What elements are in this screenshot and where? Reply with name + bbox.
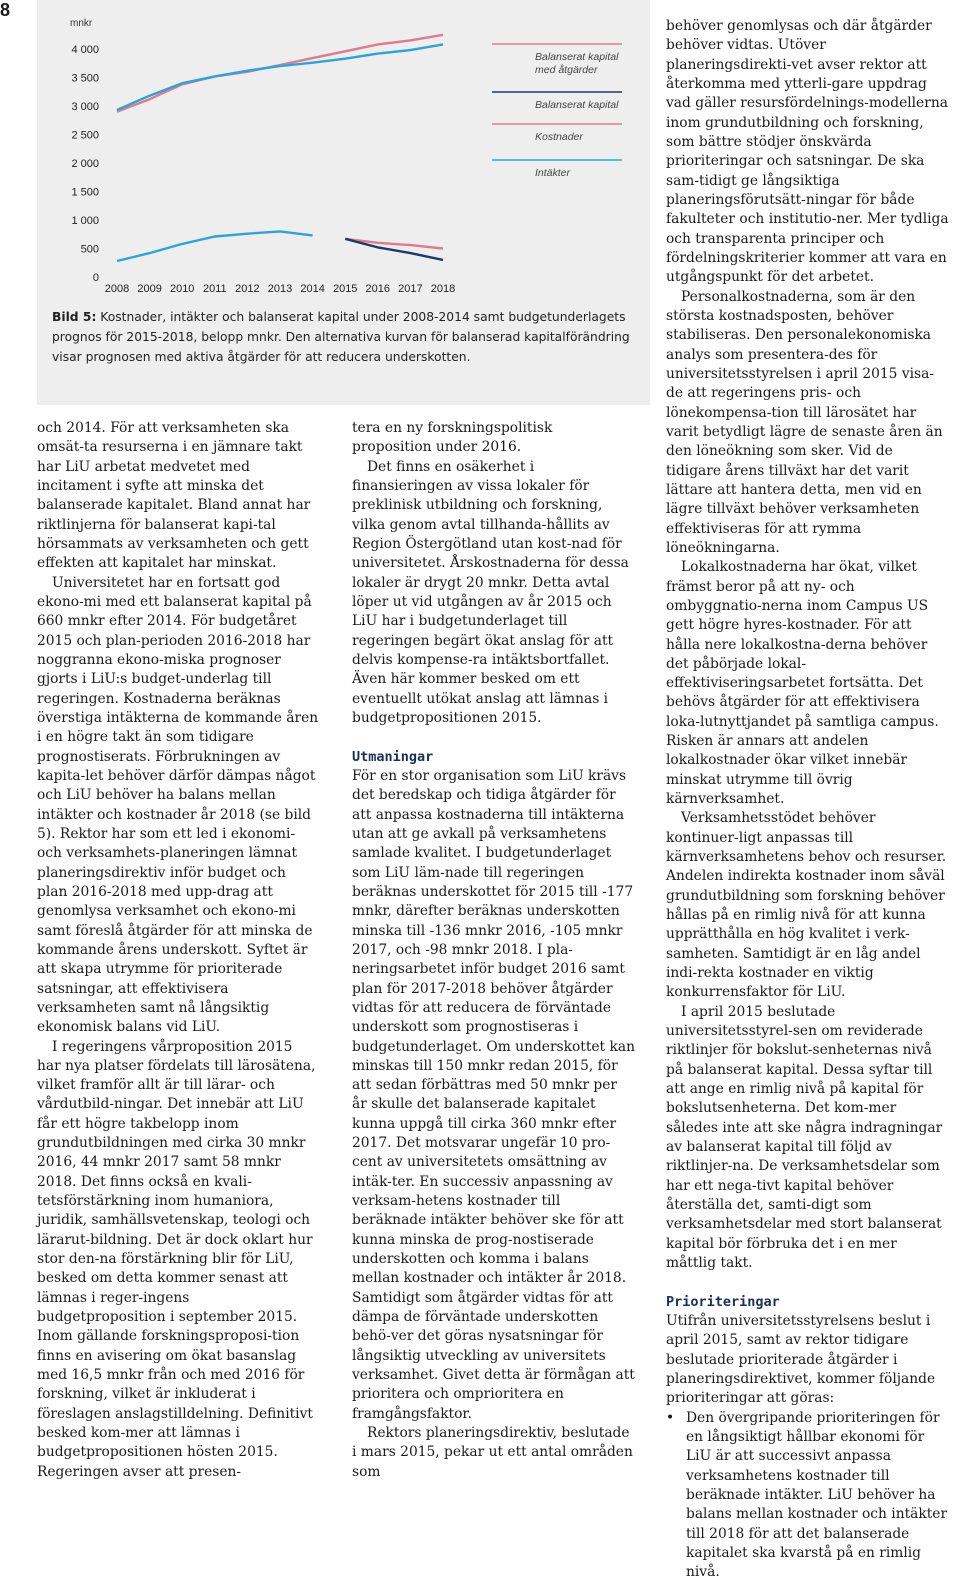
caption-text: Kostnader, intäkter och balanserat kapital under 2008-2014 samt budgetunderlagets prognos för 2015-2018, belopp mnkr. Den alternativa kurvan för balanserad kapitalförändring visar prognosen med aktiva åtgärder för att reducera underskotten. [52, 310, 630, 364]
section-heading-prioriteringar: Prioriteringar [666, 1293, 780, 1310]
left-paragraph: Universitetet har en fortsatt god ekono-mi med ett balanserat kapital på 660 mnkr efter 2014. För budgetåret 2015 och plan-perioden 2016-2018 har noggranna ekono-miska prognoser gjorts i LiU:s budget-underlag till regeringen. Kostnaderna beräknas överstiga intäkterna de kommande åren i en högre takt än som tidigare prognostiserats. Förbrukningen av kapita-let behöver därför dämpas något och LiU behöver ha balans mellan intäkter och kostnader år 2018 (se bild 5). Rektor har som ett led i ekonomi- och verksamhets-planeringen lämnat planeringsdirektiv inför budget och plan 2016-2018 med upp-drag att genomlysa verksamhet och ekono-mi samt föreslå åtgärder för att minska de kommande årens underskott. Syftet är att skapa utrymme för prioriterade satsningar, att effektivisera verksamheten samt nå långsiktig ekonomisk balans vid LiU. [37, 574, 319, 1036]
x-tick-label: 2018 [430, 283, 456, 295]
right-paragraph: I april 2015 beslutade universitetsstyrel-sen om reviderade riktlinjer för bokslut-senheternas nivå på balanserat kapital. Dessa syftar till att ange en rimlig nivå på kapital för bokslutsenheterna. Det kom-mer således inte att ske några indragningar av balanserat kapital till följd av riktlinjer-na. De verksamhetsdelar som har ett nega-tivt kapital behöver återställa det, samti-digt som verksamhetsdelar med stort balanserat kapital bör förbruka det i en mer måttlig takt. [666, 1003, 943, 1271]
x-tick-label: 2009 [137, 283, 162, 295]
x-tick-label: 2011 [202, 283, 227, 295]
right-paragraph: Lokalkostnaderna har ökat, vilket främst beror på att ny- och ombyggnatio-nerna inom Campus US gett högre hyres-kostnader. För att hålla nere lokalkostna-derna behöver det påbörjade lokal-effektiviseringsarbetet fortsätta. Det behövs åtgärder för att effektivisera loka-lutnyttjandet på samtliga campus. Risken är annars att andelen lokalkostnader ökar vilket innebär minskat utrymme till övrig kärnverksamhet. [666, 559, 939, 808]
legend-label: Kostnader [535, 131, 583, 143]
series-line [117, 231, 313, 261]
y-tick-label: 0 [92, 272, 99, 284]
legend-label: med åtgärder [535, 64, 598, 76]
x-tick-label: 2017 [398, 283, 423, 295]
y-tick-label: 500 [80, 243, 99, 256]
bullet-text: Den övergripande prioriteringen för en långsiktigt hållbar ekonomi för LiU är att successivt anpassa verksamhetens kostnader till beräknade intäkter. LiU behöver ha balans mellan kostnader och intäkter till 2018 för att det balanserade kapitalet ska kvarstå på en rimlig nivå. [686, 1409, 948, 1581]
middle-column [352, 419, 635, 1482]
x-tick-label: 2010 [169, 283, 195, 295]
bullet-icon: • [666, 1409, 675, 1426]
x-tick-label: 2015 [332, 283, 358, 295]
right-paragraph: Verksamhetsstödet behöver kontinuer-ligt anpassas till kärnverksamhetens behov och resurser. Andelen indirekta kostnader inom såväl grundutbildning som forskning behöver hållas på en rimlig nivå för att kunna upprätthålla en hög kvalitet i verk-samheten. Samtidigt är en låg andel indi-rekta kostnader en viktig konkurrensfaktor för LiU. [666, 810, 947, 1001]
series-line [345, 239, 443, 260]
y-tick-label: 3 500 [71, 72, 99, 85]
chart [37, 0, 650, 300]
x-tick-label: 2013 [267, 283, 293, 295]
legend-label: Balanserat kapital [535, 99, 619, 111]
series-line [117, 35, 443, 112]
right-paragraph: Utifrån universitetsstyrelsens beslut i april 2015, samt av rektor tidigare beslutade prioriterade åtgärder i planeringsdirektivet, kommer följande prioriteringar att göras: [666, 1312, 936, 1407]
left-column [37, 419, 320, 1482]
figure-panel [37, 0, 650, 405]
y-tick-label: 1 500 [71, 186, 99, 199]
caption-label: Bild 5: [52, 310, 97, 324]
figure-caption [52, 307, 637, 367]
series-line [117, 44, 443, 110]
x-tick-label: 2016 [365, 283, 391, 295]
middle-paragraph: För en stor organisation som LiU krävs det beredskap och tidiga åtgärder för att anpassa kostnaderna till intäkterna utan att ge avkall på verksamhetens samlade kvalitet. I budgetunderlaget som LiU läm-nade till regeringen beräknas underskottet för 2015 till -177 mnkr, därefter beräknas underskotten minska till -136 mnkr 2016, -105 mnkr 2017, och -98 mnkr 2018. I pla-neringsarbetet inför budget 2016 samt plan för 2017-2018 behöver åtgärder vidtas för att reducera de förväntade underskott som prognostiseras i budgetunderlaget. Om underskottet kan minskas till 150 mnkr redan 2015, för att sedan förbättras med 50 mnkr per år skulle det balanserade kapitalet kunna uppgå till cirka 360 mnkr efter 2017. Det motsvarar ungefär 10 pro-cent av universitetets omsättning av intäk-ter. En successiv anpassning av verksam-hetens kostnader till beräknade intäkter behöver ske för att kunna minska de prog-nostiserade underskotten och komma i balans mellan kostnader och intäkter år 2018. Samtidigt som åtgärder vidtas för att dämpa de förväntade underskotten behö-ver det göras nysatsningar för långsiktig utveckling av universitets verksamhet. Givet detta är förmågan att prioritera och omprioritera en framgångsfaktor. [352, 767, 635, 1422]
right-paragraph: behöver genomlysas och där åtgärder behöver vidtas. Utöver planeringsdirekti-vet avser rektor att återkomma med ytterli-gare uppdrag vad gäller resursfördelnings-modellerna inom grundutbildning och forskning, som bättre stödjer önskvärda prioriteringar och satsningar. De ska sam-tidigt ge långsiktiga planeringsförutsätt-ningar för både fakulteter och institutio-ner. Mer tydliga och transparenta principer och fördelningskriterier kommer att vara en utgångspunkt för det arbetet. [666, 18, 949, 286]
bullet-item [666, 1409, 949, 1583]
section-heading-utmaningar: Utmaningar [352, 748, 434, 765]
middle-paragraph: tera en ny forskningspolitisk proposition under 2016. [352, 420, 553, 456]
y-axis-unit-label: mnkr [70, 18, 93, 29]
y-tick-label: 1 000 [71, 215, 99, 227]
left-paragraph: och 2014. För att verksamheten ska omsät-ta resurserna i en jämnare takt har LiU arbetat medvetet med incitament i syfte att minska det balanserade kapitalet. Bland annat har riktlinjerna för balanserat kapi-tal hörsammats av verksamheten och gett effekten att kapitalet har minskat. [37, 420, 311, 572]
y-tick-label: 2 500 [71, 129, 99, 142]
right-paragraph: Personalkostnaderna, som är den största kostnadsposten, behöver stabiliseras. Den personalekonomiska analys som presentera-des för universitetsstyrelsen i april 2015 visa-de att regeringens pris- och lönekompensa-tion till lärosätet har varit betydligt lägre de senaste åren än den löneökning som sker. Vid de tidigare årens tillväxt har det varit lättare att hantera detta, men vid en lägre tillväxt behöver verksamheten effektiviseras för att rymma löneökningarna. [666, 288, 943, 556]
middle-paragraph: Det finns en osäkerhet i finansieringen av vissa lokaler för preklinisk utbildning och forskning, vilka genom avtal tillhanda-hållits av Region Östergötland utan kost-nad för universitetet. Årskostnaderna för dessa lokaler är drygt 20 mnkr. Detta avtal löper ut vid utgången av år 2015 och LiU har i budgetunderlaget till regeringen begärt ökat anslag för att delvis kompense-ra intäktsbortfallet. Även här kommer besked om ett eventuellt utökat anslag att lämnas i budgetpropositionen 2015. [352, 458, 629, 726]
y-tick-label: 4 000 [71, 44, 99, 56]
middle-paragraph: Rektors planeringsdirektiv, beslutade i mars 2015, pekar ut ett antal områden som [352, 1425, 633, 1480]
y-tick-label: 2 000 [71, 158, 99, 170]
right-column [666, 17, 949, 1583]
y-tick-label: 3 000 [71, 101, 99, 113]
legend-label: Balanserat kapital [535, 51, 619, 63]
x-tick-label: 2014 [300, 283, 325, 295]
x-tick-label: 2012 [235, 283, 260, 295]
page-number: 8 [0, 0, 11, 20]
x-tick-label: 2008 [104, 283, 130, 295]
left-paragraph: I regeringens vårproposition 2015 har nya platser fördelats till lärosätena, vilket framför allt är till lärar- och vårdutbild-ningar. Det innebär att LiU får ett högre takbelopp inom grundutbildningen med cirka 30 mnkr 2016, 44 mnkr 2017 samt 58 mnkr 2018. Det finns också en kvali-tetsförstärkning inom humaniora, juridik, samhällsvetenskap, teologi och lärarut-bildning. Det är dock oklart hur stor den-na förstärkning blir för LiU, besked om detta kommer senast att lämnas i reger-ingens budgetproposition i september 2015. Inom gällande forskningsproposi-tion finns en avisering om ökat basanslag med 16,5 mnkr från och med 2016 för forskning, vilket är inkluderat i föreslagen anslagstilldelning. Definitivt besked kom-mer att lämnas i budgetpropositionen hösten 2015. Regeringen avser att presen- [37, 1038, 316, 1480]
legend-label: Intäkter [535, 167, 571, 179]
